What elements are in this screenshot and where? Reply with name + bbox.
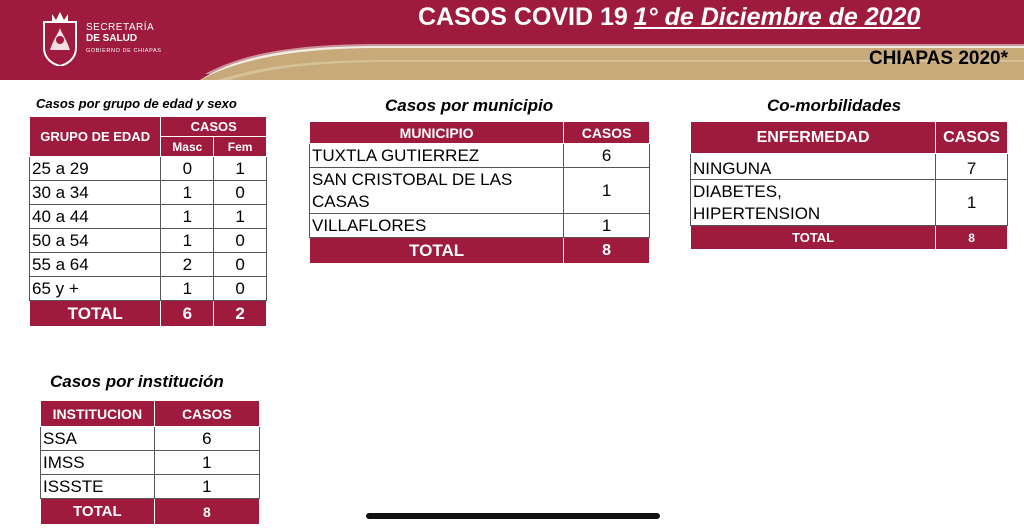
- age-group-cell: 50 a 54: [30, 229, 161, 253]
- table-row: [30, 277, 267, 301]
- table-row: [30, 229, 267, 253]
- total-masc: 6: [161, 301, 214, 327]
- disease-name-cell: [691, 180, 936, 226]
- municipio-name-cell: TUXTLA GUTIERREZ: [310, 144, 564, 168]
- institution-name-cell: ISSSTE: [41, 475, 155, 499]
- institution-table: [40, 400, 260, 525]
- total-row: [30, 301, 267, 327]
- table-row: [41, 475, 260, 499]
- disease-name-text: DIABETES, HIPERTENSION: [693, 181, 821, 223]
- total-value: 8: [154, 499, 259, 525]
- disease-name-cell: NINGUNA: [691, 154, 936, 180]
- masc-cell: 0: [161, 157, 214, 181]
- cases-cell: 6: [564, 144, 650, 168]
- fem-cell: 1: [214, 205, 267, 229]
- municipio-name-cell: VILLAFLORES: [310, 214, 564, 238]
- fem-cell: 0: [214, 277, 267, 301]
- col-header-masc: Masc: [161, 137, 214, 157]
- age-group-cell: 25 a 29: [30, 157, 161, 181]
- age-group-cell: 65 y +: [30, 277, 161, 301]
- table-row: [30, 157, 267, 181]
- total-label: TOTAL: [30, 301, 161, 327]
- table-row: [310, 214, 650, 238]
- ministry-line-2: DE SALUD: [86, 33, 138, 44]
- col-header-cases: CASOS: [936, 122, 1008, 154]
- table-row: [691, 154, 1008, 180]
- cases-cell: 1: [936, 180, 1008, 226]
- ministry-line-3: GOBIERNO DE CHIAPAS: [86, 48, 162, 54]
- table-row: [41, 427, 260, 451]
- report-date: 1° de Diciembre de 2020: [633, 3, 921, 31]
- total-fem: 2: [214, 301, 267, 327]
- col-header-cases: CASOS: [564, 122, 650, 144]
- cases-cell: 1: [564, 168, 650, 214]
- table-row: [691, 180, 1008, 226]
- total-value: 8: [936, 226, 1008, 250]
- age-sex-table: [29, 116, 267, 327]
- fem-cell: 1: [214, 157, 267, 181]
- col-header-fem: Fem: [214, 137, 267, 157]
- fem-cell: 0: [214, 229, 267, 253]
- cases-cell: 1: [564, 214, 650, 238]
- comorbidity-table-caption: Co-morbilidades: [767, 96, 902, 115]
- col-header-cases: CASOS: [161, 117, 267, 137]
- total-row: [310, 238, 650, 264]
- ministry-line-1: SECRETARÍA: [86, 22, 155, 33]
- municipio-table-caption: Casos por municipio: [385, 96, 554, 115]
- total-value: 8: [564, 238, 650, 264]
- comorbidity-table: [690, 121, 1008, 250]
- title-text: CASOS COVID 19: [418, 3, 628, 31]
- fem-cell: 0: [214, 181, 267, 205]
- institution-name-cell: IMSS: [41, 451, 155, 475]
- col-header-age-group: GRUPO DE EDAD: [30, 117, 161, 157]
- masc-cell: 1: [161, 181, 214, 205]
- total-row: [41, 499, 260, 525]
- institution-name-cell: SSA: [41, 427, 155, 451]
- total-label: TOTAL: [41, 499, 155, 525]
- col-header-municipio: MUNICIPIO: [310, 122, 564, 144]
- age-group-cell: 30 a 34: [30, 181, 161, 205]
- total-row: [691, 226, 1008, 250]
- col-header-institution: INSTITUCION: [41, 401, 155, 427]
- age-group-cell: 40 a 44: [30, 205, 161, 229]
- cases-cell: 1: [154, 451, 259, 475]
- table-row: [30, 181, 267, 205]
- home-indicator-bar[interactable]: [366, 513, 660, 519]
- col-header-cases: CASOS: [154, 401, 259, 427]
- age-group-cell: 55 a 64: [30, 253, 161, 277]
- municipio-name-cell: SAN CRISTOBAL DE LAS CASAS: [310, 168, 564, 214]
- header-banner: [0, 0, 1024, 80]
- ministry-text: [86, 22, 161, 57]
- table-row: [30, 253, 267, 277]
- page-title: [418, 3, 920, 32]
- state-label: CHIAPAS 2020*: [868, 48, 1008, 69]
- col-header-disease: ENFERMEDAD: [691, 122, 936, 154]
- table-row: [30, 205, 267, 229]
- masc-cell: 1: [161, 229, 214, 253]
- cases-cell: 7: [936, 154, 1008, 180]
- cases-cell: 6: [154, 427, 259, 451]
- coat-of-arms-logo: [38, 10, 82, 66]
- table-row: [41, 451, 260, 475]
- masc-cell: 2: [161, 253, 214, 277]
- total-label: TOTAL: [310, 238, 564, 264]
- table-row: [310, 168, 650, 214]
- masc-cell: 1: [161, 205, 214, 229]
- masc-cell: 1: [161, 277, 214, 301]
- institution-table-caption: Casos por institución: [50, 372, 224, 391]
- table-row: [310, 144, 650, 168]
- total-label: TOTAL: [691, 226, 936, 250]
- municipio-table: [309, 121, 650, 264]
- age-table-caption: Casos por grupo de edad y sexo: [36, 96, 237, 111]
- fem-cell: 0: [214, 253, 267, 277]
- cases-cell: 1: [154, 475, 259, 499]
